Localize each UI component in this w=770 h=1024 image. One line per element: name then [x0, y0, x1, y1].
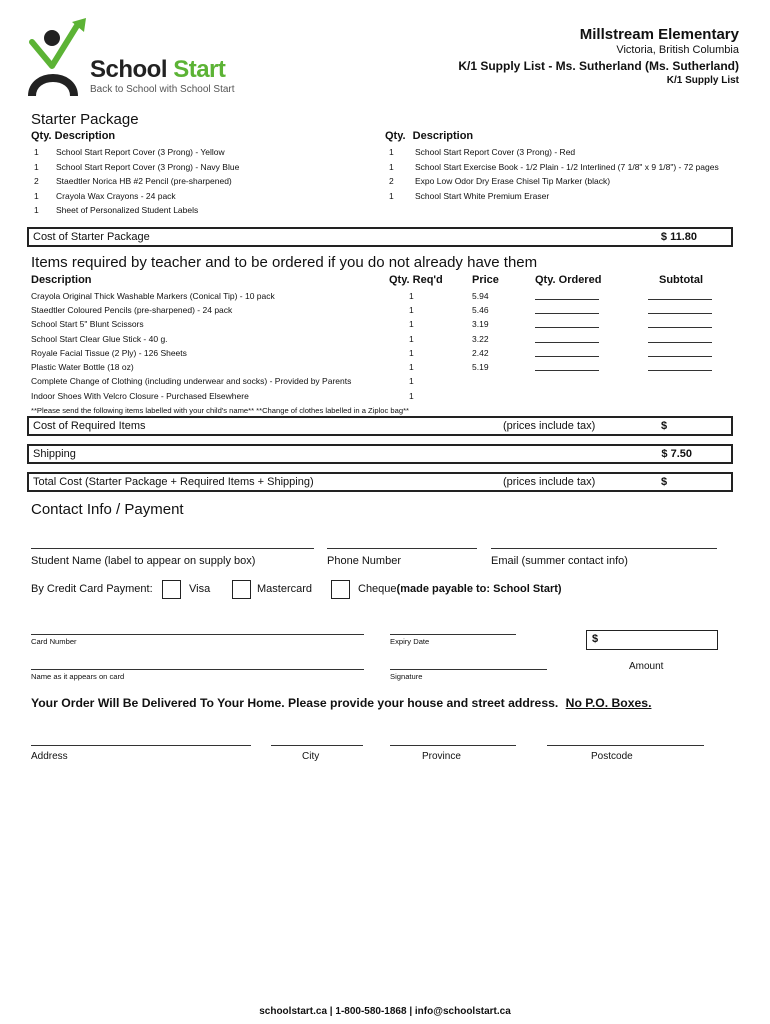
table-row	[31, 391, 721, 405]
item-desc: School Start Exercise Book - 1/2 Plain - 1/2 Interlined (7 1/8" x 9 1/8") - 72 pages	[415, 162, 719, 172]
no-po-boxes: No P.O. Boxes.	[565, 696, 652, 710]
starter-right-header	[385, 130, 473, 142]
mastercard-label: Mastercard	[257, 583, 313, 595]
item-qty: 1	[34, 205, 39, 215]
qty-ordered-field[interactable]	[535, 342, 599, 343]
list-subtitle: K/1 Supply List	[666, 75, 739, 86]
row-qty: 1	[409, 319, 414, 329]
table-row	[31, 334, 721, 348]
contact-heading: Contact Info / Payment	[31, 501, 184, 518]
signature-label: Signature	[390, 672, 423, 681]
list-title: K/1 Supply List - Ms. Sutherland (Ms. Sutherland)	[458, 59, 739, 73]
phone-field[interactable]	[327, 548, 477, 549]
qty-ordered-field[interactable]	[535, 313, 599, 314]
required-cost-tax: (prices include tax)	[503, 420, 596, 432]
item-qty: 1	[34, 191, 39, 201]
card-number-label: Card Number	[31, 637, 77, 646]
brand-school: School	[90, 56, 168, 83]
list-item	[389, 191, 550, 201]
starter-right-col-desc: Description	[412, 130, 474, 142]
province-label: Province	[422, 751, 461, 762]
school-name: Millstream Elementary	[579, 26, 739, 43]
row-desc: School Start Clear Glue Stick - 40 g.	[31, 334, 168, 344]
qty-ordered-field[interactable]	[535, 299, 599, 300]
delivery-notice	[31, 696, 651, 710]
card-number-field[interactable]	[31, 634, 364, 635]
row-qty: 1	[409, 291, 414, 301]
subtotal-field[interactable]	[648, 370, 712, 371]
shipping-box	[27, 444, 733, 464]
row-qty: 1	[409, 391, 414, 401]
row-desc: Complete Change of Clothing (including underwear and socks) - Provided by Parents	[31, 376, 352, 386]
cheque-checkbox[interactable]	[331, 580, 350, 599]
item-qty: 1	[389, 191, 394, 201]
item-desc: School Start Report Cover (3 Prong) - Red	[415, 147, 576, 157]
city-label: City	[302, 751, 320, 762]
total-box	[27, 472, 733, 492]
list-item	[34, 147, 225, 157]
list-item	[389, 162, 719, 172]
visa-label: Visa	[189, 583, 211, 595]
total-value: $	[661, 476, 668, 488]
amount-field[interactable]	[586, 630, 718, 650]
logo	[26, 18, 241, 98]
table-row	[31, 348, 721, 362]
item-desc: Crayola Wax Crayons - 24 pack	[56, 191, 176, 201]
item-qty: 2	[389, 176, 394, 186]
row-qty: 1	[409, 362, 414, 372]
subtotal-field[interactable]	[648, 342, 712, 343]
visa-checkbox[interactable]	[162, 580, 181, 599]
required-col-qty: Qty. Req'd	[389, 274, 443, 286]
subtotal-field[interactable]	[648, 313, 712, 314]
table-row	[31, 291, 721, 305]
required-heading: Items required by teacher and to be ordered if you do not already have them	[31, 254, 538, 271]
phone-label: Phone Number	[327, 555, 401, 567]
row-price: 2.42	[472, 348, 489, 358]
cheque-note: (made payable to: School Start)	[396, 583, 562, 595]
city-field[interactable]	[271, 745, 363, 746]
table-row	[31, 362, 721, 376]
row-price: 3.22	[472, 334, 489, 344]
student-name-field[interactable]	[31, 548, 314, 549]
expiry-label: Expiry Date	[390, 637, 430, 646]
list-item	[34, 191, 176, 201]
starter-cost-label: Cost of Starter Package	[33, 231, 150, 243]
row-desc: Indoor Shoes With Velcro Closure - Purchased Elsewhere	[31, 391, 249, 401]
subtotal-field[interactable]	[648, 299, 712, 300]
list-item	[34, 162, 240, 172]
qty-ordered-field[interactable]	[535, 356, 599, 357]
row-desc: Crayola Original Thick Washable Markers (Conical Tip) - 10 pack	[31, 291, 275, 301]
row-qty: 1	[409, 334, 414, 344]
starter-right-col-qty: Qty.	[385, 130, 406, 142]
required-cost-box	[27, 416, 733, 436]
amount-label: Amount	[629, 661, 664, 672]
starter-left-header	[31, 130, 115, 142]
delivery-notice-text: Your Order Will Be Delivered To Your Home. Please provide your house and street address.	[31, 696, 559, 710]
row-qty: 1	[409, 348, 414, 358]
row-desc: Royale Facial Tissue (2 Ply) - 126 Sheets	[31, 348, 187, 358]
required-cost-label: Cost of Required Items	[33, 420, 146, 432]
starter-heading: Starter Package	[31, 111, 139, 128]
required-col-desc: Description	[31, 274, 92, 286]
amount-symbol: $	[592, 633, 599, 645]
item-desc: School Start Report Cover (3 Prong) - Yellow	[56, 147, 225, 157]
brand-start: Start	[173, 56, 226, 83]
email-label: Email (summer contact info)	[491, 555, 628, 567]
row-price: 3.19	[472, 319, 489, 329]
row-price: 5.19	[472, 362, 489, 372]
item-desc: School Start White Premium Eraser	[415, 191, 550, 201]
table-row	[31, 319, 721, 333]
starter-cost-value: $ 11.80	[660, 231, 697, 243]
required-col-subtotal: Subtotal	[659, 274, 703, 286]
starter-left-col-qty: Qty.	[31, 130, 52, 142]
required-note: **Please send the following items labelled with your child's name** **Change of clothes labelled in a Ziploc bag**	[31, 406, 409, 415]
starter-left-col-desc: Description	[54, 130, 116, 142]
required-col-ordered: Qty. Ordered	[535, 274, 602, 286]
row-qty: 1	[409, 376, 414, 386]
list-item	[34, 176, 232, 186]
total-label: Total Cost (Starter Package + Required Items + Shipping)	[33, 476, 314, 488]
table-row	[31, 305, 721, 319]
table-row	[31, 376, 721, 390]
footer-contact: schoolstart.ca | 1-800-580-1868 | info@schoolstart.ca	[259, 1006, 511, 1017]
address-field[interactable]	[31, 745, 251, 746]
expiry-field[interactable]	[390, 634, 516, 635]
shipping-label: Shipping	[33, 448, 76, 460]
total-tax: (prices include tax)	[503, 476, 596, 488]
signature-field[interactable]	[390, 669, 547, 670]
item-qty: 1	[389, 147, 394, 157]
shipping-value: $ 7.50	[661, 448, 692, 460]
required-col-price: Price	[472, 274, 499, 286]
item-qty: 2	[34, 176, 39, 186]
address-label: Address	[31, 751, 68, 762]
cheque-row	[358, 583, 562, 595]
logo-tagline: Back to School with School Start	[90, 84, 235, 95]
required-cost-value: $	[661, 420, 668, 432]
mastercard-checkbox[interactable]	[232, 580, 251, 599]
list-item	[389, 147, 576, 157]
row-qty: 1	[409, 305, 414, 315]
name-on-card-field[interactable]	[31, 669, 364, 670]
school-start-figure-icon	[26, 18, 88, 96]
cheque-label: Cheque	[358, 583, 397, 595]
item-desc: Expo Low Odor Dry Erase Chisel Tip Marker (black)	[415, 176, 611, 186]
item-qty: 1	[389, 162, 394, 172]
item-qty: 1	[34, 147, 39, 157]
school-location: Victoria, British Columbia	[616, 44, 739, 56]
name-on-card-label: Name as it appears on card	[31, 672, 125, 681]
item-desc: Sheet of Personalized Student Labels	[56, 205, 199, 215]
list-item	[389, 176, 611, 186]
postcode-label: Postcode	[591, 751, 633, 762]
qty-ordered-field[interactable]	[535, 370, 599, 371]
qty-ordered-field[interactable]	[535, 327, 599, 328]
item-qty: 1	[34, 162, 39, 172]
province-field[interactable]	[390, 745, 516, 746]
row-price: 5.94	[472, 291, 489, 301]
student-name-label: Student Name (label to appear on supply box)	[31, 555, 256, 567]
payment-label: By Credit Card Payment:	[31, 583, 153, 595]
item-desc: School Start Report Cover (3 Prong) - Navy Blue	[56, 162, 240, 172]
subtotal-field[interactable]	[648, 356, 712, 357]
row-desc: Plastic Water Bottle (18 oz)	[31, 362, 134, 372]
item-desc: Staedtler Norica HB #2 Pencil (pre-sharpened)	[56, 176, 232, 186]
postcode-field[interactable]	[547, 745, 704, 746]
row-desc: School Start 5" Blunt Scissors	[31, 319, 144, 329]
row-price: 5.46	[472, 305, 489, 315]
list-item	[34, 205, 199, 215]
email-field[interactable]	[491, 548, 717, 549]
starter-cost-box	[27, 227, 733, 247]
row-desc: Staedtler Coloured Pencils (pre-sharpened) - 24 pack	[31, 305, 233, 315]
subtotal-field[interactable]	[648, 327, 712, 328]
